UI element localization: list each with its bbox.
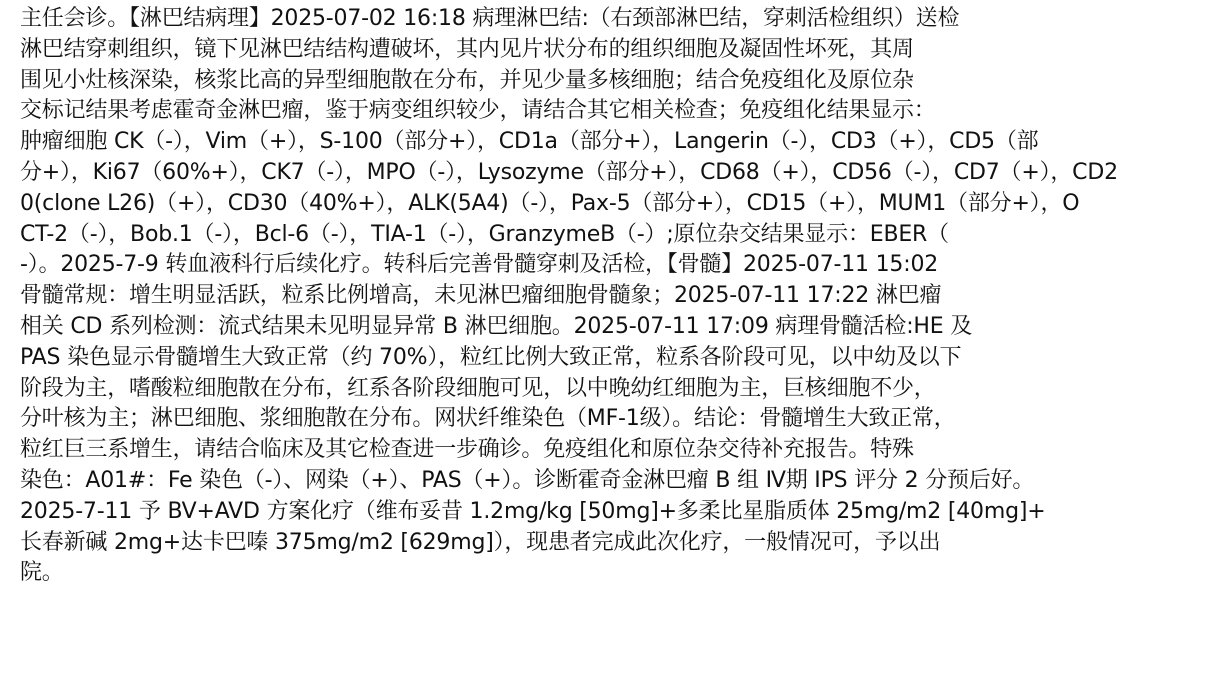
text-line: 0(clone L26)（+），CD30（40%+），ALK(5A4)（-），Pax-5（部分+），CD15（+），MUM1（部分+），O <box>20 190 1080 216</box>
medical-record-text <box>20 4 1200 589</box>
text-line: 染色：A01#：Fe 染色（-）、网染（+）、PAS（+）。诊断霍奇金淋巴瘤 B 组 Ⅳ期 IPS 评分 2 分预后好。 <box>20 467 1035 493</box>
text-line: 骨髓常规：增生明显活跃，粒系比例增高，未见淋巴瘤细胞骨髓象；2025-07-11 17:22 淋巴瘤 <box>20 283 942 309</box>
text-line: 2025-7-11 予 BV+AVD 方案化疗（维布妥昔 1.2mg/kg [50mg]+多柔比星脂质体 25mg/m2 [40mg]+ <box>20 498 1046 524</box>
text-line: -）。2025-7-9 转血液科行后续化疗。转科后完善骨髓穿刺及活检，【骨髓】2025-07-11 15:02 <box>20 252 939 278</box>
text-line: 长春新碱 2mg+达卡巴嗪 375mg/m2 [629mg]），现患者完成此次化疗，一般情况可，予以出 <box>20 529 941 555</box>
text-line: 分叶核为主；淋巴细胞、浆细胞散在分布。网状纤维染色（MF-1级）。结论：骨髓增生大致正常， <box>20 406 956 432</box>
text-line: PAS 染色显示骨髓增生大致正常（约 70%），粒红比例大致正常，粒系各阶段可见，以中幼及以下 <box>20 344 962 370</box>
text-line: 相关 CD 系列检测：流式结果未见明显异常 B 淋巴细胞。2025-07-11 17:09 病理骨髓活检:HE 及 <box>20 313 973 339</box>
text-line: 主任会诊。【淋巴结病理】2025-07-02 16:18 病理淋巴结:（右颈部淋巴结，穿刺活检组织）送检 <box>20 6 960 31</box>
text-line: 淋巴结穿刺组织，镜下见淋巴结结构遭破坏，其内见片状分布的组织细胞及凝固性坏死，其周 <box>20 36 914 62</box>
text-line: 围见小灶核深染，核浆比高的异型细胞散在分布，并见少量多核细胞；结合免疫组化及原位杂 <box>20 67 914 93</box>
text-line: 分+），Ki67（60%+），CK7（-），MPO（-），Lysozyme（部分+），CD68（+），CD56（-），CD7（+），CD2 <box>20 159 1118 185</box>
text-line: 肿瘤细胞 CK（-），Vim（+），S-100（部分+），CD1a（部分+），Langerin（-），CD3（+），CD5（部 <box>20 129 1039 155</box>
text-line: 交标记结果考虑霍奇金淋巴瘤，鉴于病变组织较少，请结合其它相关检查；免疫组化结果显示： <box>20 98 936 124</box>
text-line: 粒红巨三系增生，请结合临床及其它检查进一步确诊。免疫组化和原位杂交待补充报告。特殊 <box>20 437 914 463</box>
text-line: CT-2（-），Bob.1（-），Bcl-6（-），TIA-1（-），GranzymeB（-）;原位杂交结果显示：EBER（ <box>20 221 949 247</box>
text-line: 阶段为主，嗜酸粒细胞散在分布，红系各阶段细胞可见，以中晚幼红细胞为主，巨核细胞不少， <box>20 375 936 401</box>
text-line: 院。 <box>20 560 64 586</box>
